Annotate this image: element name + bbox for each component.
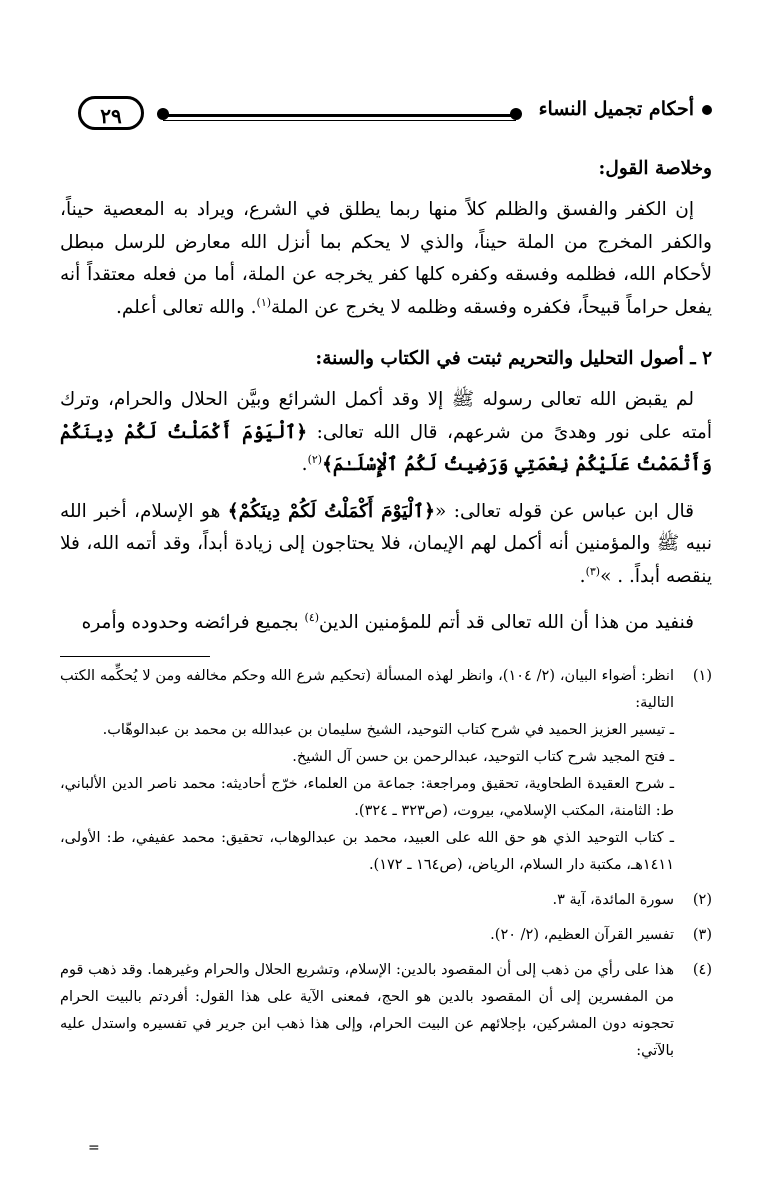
quran-verse: ﴿ٱلْيَوْمَ أَكْمَلْتُ لَكُمْ دِينَكُمْ وَأَتْمَمْتُ عَلَيْكُمْ نِعْمَتِي وَرَضِيتُ لَكُمُ ٱلْإِسْلَـٰمَ﴾: [60, 421, 712, 475]
header-rule: [163, 114, 516, 121]
paragraph-text: هو الإسلام، أخبر الله نبيه ﷺ والمؤمنين أنه أكمل لهم الإيمان، فلا يحتاجون إلى زيادة أبداً، وقد أتمه الله، فلا ينقصه أبداً. . »: [60, 500, 712, 587]
footnote-ref[interactable]: (١): [256, 295, 272, 309]
footnote-4: [60, 957, 712, 1065]
paragraph-completion: [60, 384, 712, 482]
footnote-text: هذا على رأي من ذهب إلى أن المقصود بالدين: الإسلام، وتشريع الحلال والحرام وغيرهما. وقد ذهب قوم من المفسرين إلى أن المقصود بالدين هو الحج، فمعنى الآية على هذا القول: أفردتم بالبيت الحرام تحجونه دون المشركين، بإجلائهم عن البيت الحرام، وإلى هذا ذهب ابن جرير في تفسيره واستدل عليه بالآتي:: [60, 961, 674, 1059]
footnote-text: سورة المائدة، آية ٣.: [552, 891, 674, 908]
page-number: ٢٩: [78, 96, 144, 130]
paragraph-text: لم يقبض الله تعالى رسوله ﷺ إلا وقد أكمل الشرائع وبيَّن الحلال والحرام، وترك أمته على نور وهدىً من شرعهم، قال الله تعالى:: [60, 389, 712, 443]
footnote-2: [60, 887, 712, 914]
paragraph-ibn-abbas: [60, 496, 712, 594]
footnote-3: [60, 922, 712, 949]
footnote-number: (١): [692, 667, 712, 684]
footnotes: [60, 663, 712, 1065]
footnote-ref[interactable]: (٢): [307, 452, 323, 466]
footnote-number: (٣): [692, 926, 712, 943]
quran-verse: ﴿ٱلْيَوْمَ أَكْمَلْتُ لَكُمْ دِينَكُمْ﴾: [227, 500, 436, 522]
footnote-ref[interactable]: (٤): [304, 610, 320, 624]
paragraph-text: إن الكفر والفسق والظلم كلاً منها ربما يطلق في الشرع، ويراد به المعصية حيناً، والكفر المخرج من الملة حيناً، والذي لا يحكم بما أنزل الله معارض للرسل مبطل لأحكام الله، فظلمه وفسقه وكفره كلها كفر يخرجه عن الملة، أما من فعله معتقداً أنه يفعل حراماً قبيحاً، فكفره وفسقه وظلمه لا يخرج عن الملة: [60, 199, 712, 318]
book-title-text: أحكام تجميل النساء: [538, 98, 694, 120]
paragraph-text-end: .: [579, 565, 586, 587]
footnote-list-item: ـ تيسير العزيز الحميد في شرح كتاب التوحيد، الشيخ سليمان بن عبدالله بن محمد بن عبدالوهّاب.: [102, 721, 674, 738]
footnote-body: [60, 663, 674, 879]
section-heading-summary: وخلاصة القول:: [598, 158, 712, 179]
paragraph-text-end: بجميع فرائضه وحدوده وأمره: [81, 612, 305, 633]
rule-end-dot-icon: [157, 108, 169, 120]
book-title: [539, 98, 712, 120]
paragraph-text: فنفيد من هذا أن الله تعالى قد أتم للمؤمنين الدين: [319, 612, 694, 633]
footnote-list-item: ـ فتح المجيد شرح كتاب التوحيد، عبدالرحمن بن حسن آل الشيخ.: [292, 748, 674, 765]
footnote-text: تفسير القرآن العظيم، (٢/ ٢٠).: [490, 926, 674, 943]
footnote-text: انظر: أضواء البيان، (٢/ ١٠٤)، وانظر لهذه المسألة (تحكيم شرع الله وحكم مخالفه ومن لا يُحكِّمه الكتب التالية:: [60, 667, 675, 711]
paragraph-conclusion: [60, 607, 712, 640]
paragraph-summary: [60, 194, 712, 324]
footnote-number: (٢): [692, 891, 712, 908]
bullet-icon: [702, 105, 712, 115]
footnote-number: (٤): [692, 961, 712, 978]
section-heading-principles: ٢ ـ أصول التحليل والتحريم ثبتت في الكتاب والسنة:: [315, 348, 712, 369]
paragraph-text: قال ابن عباس عن قوله تعالى: «: [435, 500, 694, 522]
footnote-separator: [60, 656, 210, 657]
running-header: [60, 92, 712, 136]
page: [60, 92, 712, 1065]
continuation-mark: =: [88, 1140, 100, 1156]
paragraph-text-end: . والله تعالى أعلم.: [115, 296, 257, 318]
footnote-list-item: ـ كتاب التوحيد الذي هو حق الله على العبيد، محمد بن عبدالوهاب، تحقيق: محمد عفيفي، ط: الأولى، ١٤١١هـ، مكتبة دار السلام، الرياض، (ص١٦٤ ـ ١٧٢).: [60, 829, 674, 873]
footnote-list-item: ـ شرح العقيدة الطحاوية، تحقيق ومراجعة: جماعة من العلماء، خرّج أحاديثه: محمد ناصر الدين الألباني، ط: الثامنة، المكتب الإسلامي، بيروت، (ص٣٢٣ ـ ٣٢٤).: [60, 775, 674, 819]
footnote-1: [60, 663, 712, 879]
paragraph-text-end: .: [301, 454, 308, 475]
footnote-ref[interactable]: (٣): [585, 564, 601, 578]
